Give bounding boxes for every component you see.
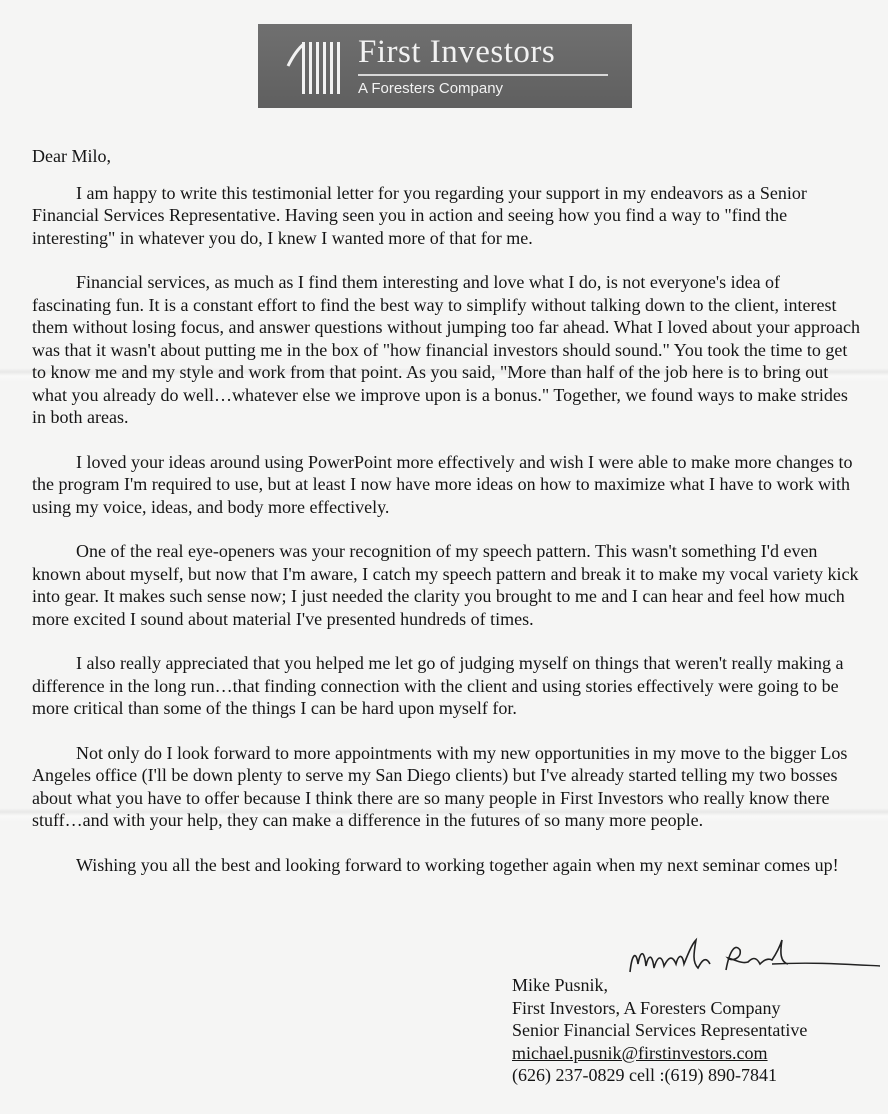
paragraph-4: One of the real eye-openers was your recognition of my speech pattern. This wasn't something I'd even known about myself, but now that I'm aware, I catch my speech pattern and break it to make my vocal variety kick into gear. It makes such sense now; I just needed the clarity you brought to me and I can hear and feel how much more excited I sound about material I've presented hundreds of times. (32, 541, 859, 629)
signer-email-link[interactable]: michael.pusnik@firstinvestors.com (512, 1042, 768, 1063)
paragraph-7: Wishing you all the best and looking forward to working together again when my next seminar comes up! (76, 854, 839, 875)
logo-divider (358, 74, 608, 76)
signer-name: Mike Pusnik, (512, 975, 609, 995)
first-investors-logo (258, 24, 632, 108)
company-tagline: A Foresters Company (358, 80, 504, 97)
paragraph-3: I loved your ideas around using PowerPoint more effectively and wish I were able to make more changes to the program I'm required to use, but at least I now have more ideas on how to maximize what I have to work with using my voice, ideas, and body more effectively. (32, 451, 853, 517)
letter-body (32, 145, 862, 898)
signature-block (512, 974, 807, 1087)
logo-bars-icon (286, 36, 346, 96)
company-name: First Investors (358, 34, 556, 70)
signer-phone: (626) 237-0829 cell :(619) 890-7841 (512, 1065, 777, 1086)
signer-company: First Investors, A Foresters Company (512, 997, 781, 1018)
paragraph-1: I am happy to write this testimonial letter for you regarding your support in my endeavors as a Senior Financial Services Representative. Having seen you in action and seeing how you find a way to "find the interesting" in whatever you do, I knew I wanted more of that for me. (32, 182, 807, 248)
salutation: Dear Milo, (32, 146, 111, 166)
paragraph-2: Financial services, as much as I find them interesting and love what I do, is not everyone's idea of fascinating fun. It is a constant effort to find the best way to simplify without talking down to the client, interest them without losing focus, and answer questions without jumping too far ahead. What I loved about your approach was that it wasn't about putting me in the box of "how financial investors should sound." You took the time to get to know me and my style and work from that point. As you said, "More than half of the job here is to bring out what you already do well…whatever else we improve upon is a bonus." Together, we found ways to make strides in both areas. (32, 272, 860, 427)
paragraph-6: Not only do I look forward to more appointments with my new opportunities in my move to the bigger Los Angeles office (I'll be down plenty to serve my San Diego clients) but I've already started telling my two bosses about what you have to offer because I think there are so many people in First Investors who really know there stuff…and with your help, they can make a difference in the futures of so many more people. (32, 742, 848, 830)
paragraph-5: I also really appreciated that you helped me let go of judging myself on things that weren't really making a difference in the long run…that finding connection with the client and using stories effectively were going to be more critical than some of the things I can be hard upon myself for. (32, 653, 844, 718)
signer-title: Senior Financial Services Representative (512, 1020, 808, 1041)
